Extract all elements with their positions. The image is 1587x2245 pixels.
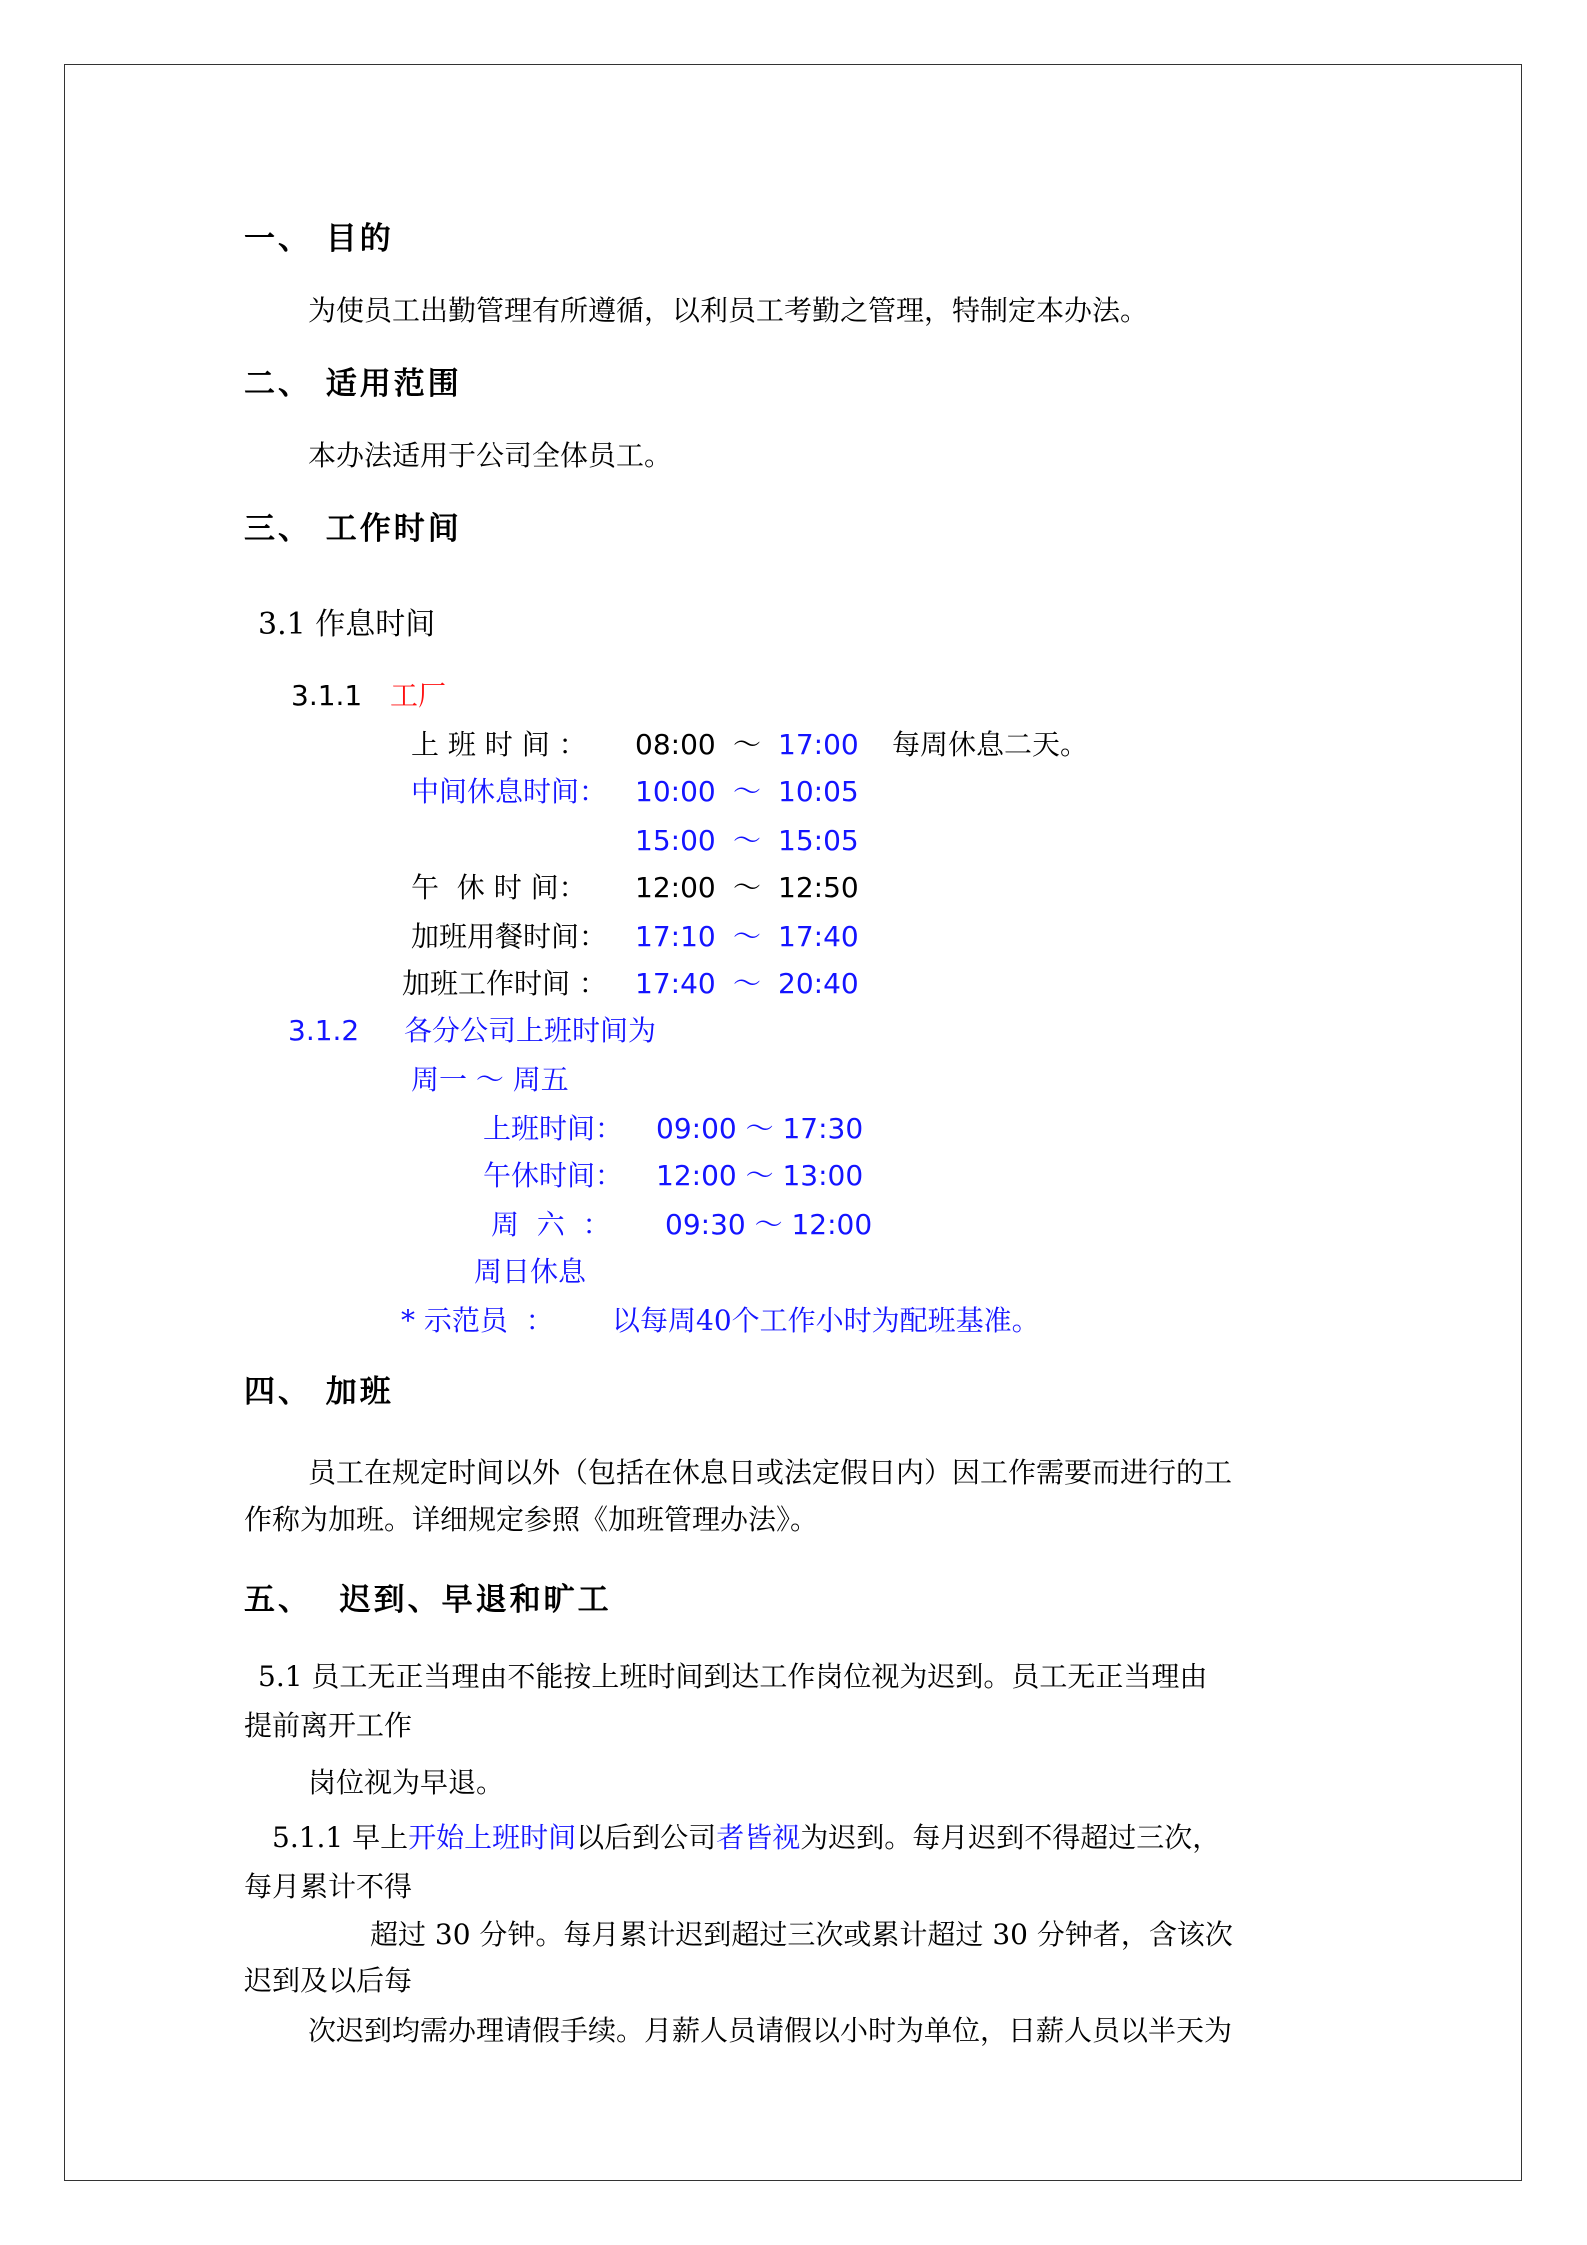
- factory-row-to: 20:40: [778, 967, 859, 1000]
- factory-row-note: 每周休息二天。: [892, 728, 1089, 761]
- late-highlight: 者皆视: [716, 1821, 801, 1854]
- late-line: 迟到及以后每: [244, 1964, 413, 1997]
- factory-row-label: 中间休息时间：: [411, 775, 608, 808]
- factory-row-label: 加班工作时间 ：: [402, 967, 607, 1000]
- factory-row-from: 17:10: [635, 920, 716, 953]
- section-5-title: 五、 迟到、早退和旷工: [244, 1582, 612, 1618]
- factory-row-from: 12:00: [635, 871, 716, 904]
- section-3-title: 三、 工作时间: [244, 511, 462, 547]
- late-line: 5.1 员工无正当理由不能按上班时间到达工作岗位视为迟到。员工无正当理由: [258, 1660, 1208, 1693]
- late-text: 为迟到。每月迟到不得超过三次，: [800, 1821, 1221, 1854]
- section-4-line: 员工在规定时间以外（包括在休息日或法定假日内）因工作需要而进行的工: [308, 1456, 1233, 1489]
- late-line-5-1-1: [272, 1820, 1220, 1856]
- subsection-3-1: 3.1 作息时间: [258, 607, 436, 642]
- factory-row-to: 15:05: [778, 824, 859, 857]
- factory-row-to: 12:50: [778, 871, 859, 904]
- branch-note-label: * 示范员 ：: [401, 1304, 554, 1337]
- branch-row-label: 上班时间：: [483, 1112, 624, 1145]
- factory-row-label: 午 休 时 间：: [411, 871, 587, 904]
- branch-number: 3.1.2: [288, 1014, 360, 1047]
- late-text: 以后到公司: [576, 1821, 717, 1854]
- branch-row-label: 午休时间：: [483, 1159, 624, 1192]
- section-1-text: 为使员工出勤管理有所遵循，以利员工考勤之管理，特制定本办法。: [308, 294, 1149, 327]
- late-line: 每月累计不得: [244, 1870, 413, 1903]
- factory-row-tilde: ～: [733, 824, 762, 857]
- factory-row-tilde: ～: [733, 871, 762, 904]
- factory-row-to: 17:40: [778, 920, 859, 953]
- branch-weekdays: 周一 ～ 周五: [411, 1063, 569, 1096]
- factory-row-from: 17:40: [635, 967, 716, 1000]
- late-line: 提前离开工作: [244, 1709, 413, 1742]
- factory-row-to: 17:00: [778, 728, 859, 761]
- section-2-text: 本办法适用于公司全体员工。: [308, 439, 673, 472]
- section-4-title: 四、 加班: [244, 1374, 394, 1410]
- factory-number: 3.1.1: [291, 679, 363, 712]
- factory-row-label: 加班用餐时间：: [411, 920, 608, 953]
- factory-label: 工厂: [390, 679, 447, 712]
- branch-sunday: 周日休息: [474, 1255, 587, 1288]
- branch-row-value: 09:00 ～ 17:30: [656, 1112, 864, 1145]
- late-line: 超过 30 分钟。每月累计迟到超过三次或累计超过 30 分钟者，含该次: [370, 1918, 1233, 1951]
- late-line: 岗位视为早退。: [308, 1766, 505, 1799]
- factory-row-label: 上 班 时 间 ：: [411, 728, 587, 761]
- factory-row-tilde: ～: [733, 775, 762, 808]
- branch-row-value: 09:30 ～ 12:00: [665, 1208, 873, 1241]
- branch-row-value: 12:00 ～ 13:00: [656, 1159, 864, 1192]
- factory-row-from: 08:00: [635, 728, 716, 761]
- factory-row-to: 10:05: [778, 775, 859, 808]
- factory-row-from: 10:00: [635, 775, 716, 808]
- branch-row-label: 周 六 ：: [491, 1208, 611, 1241]
- branch-label: 各分公司上班时间为: [404, 1014, 657, 1047]
- late-highlight: 开始上班时间: [408, 1821, 577, 1854]
- factory-row-from: 15:00: [635, 824, 716, 857]
- section-1-title: 一、 目的: [244, 221, 394, 257]
- factory-row-tilde: ～: [733, 728, 762, 761]
- factory-row-tilde: ～: [733, 967, 762, 1000]
- section-4-line: 作称为加班。详细规定参照《加班管理办法》。: [244, 1503, 819, 1536]
- late-line: 次迟到均需办理请假手续。月薪人员请假以小时为单位，日薪人员以半天为: [308, 2014, 1233, 2047]
- branch-note-text: 以每周40个工作小时为配班基准。: [612, 1304, 1040, 1337]
- late-text: 5.1.1 早上: [272, 1821, 409, 1854]
- section-2-title: 二、 适用范围: [244, 366, 462, 402]
- factory-row-tilde: ～: [733, 920, 762, 953]
